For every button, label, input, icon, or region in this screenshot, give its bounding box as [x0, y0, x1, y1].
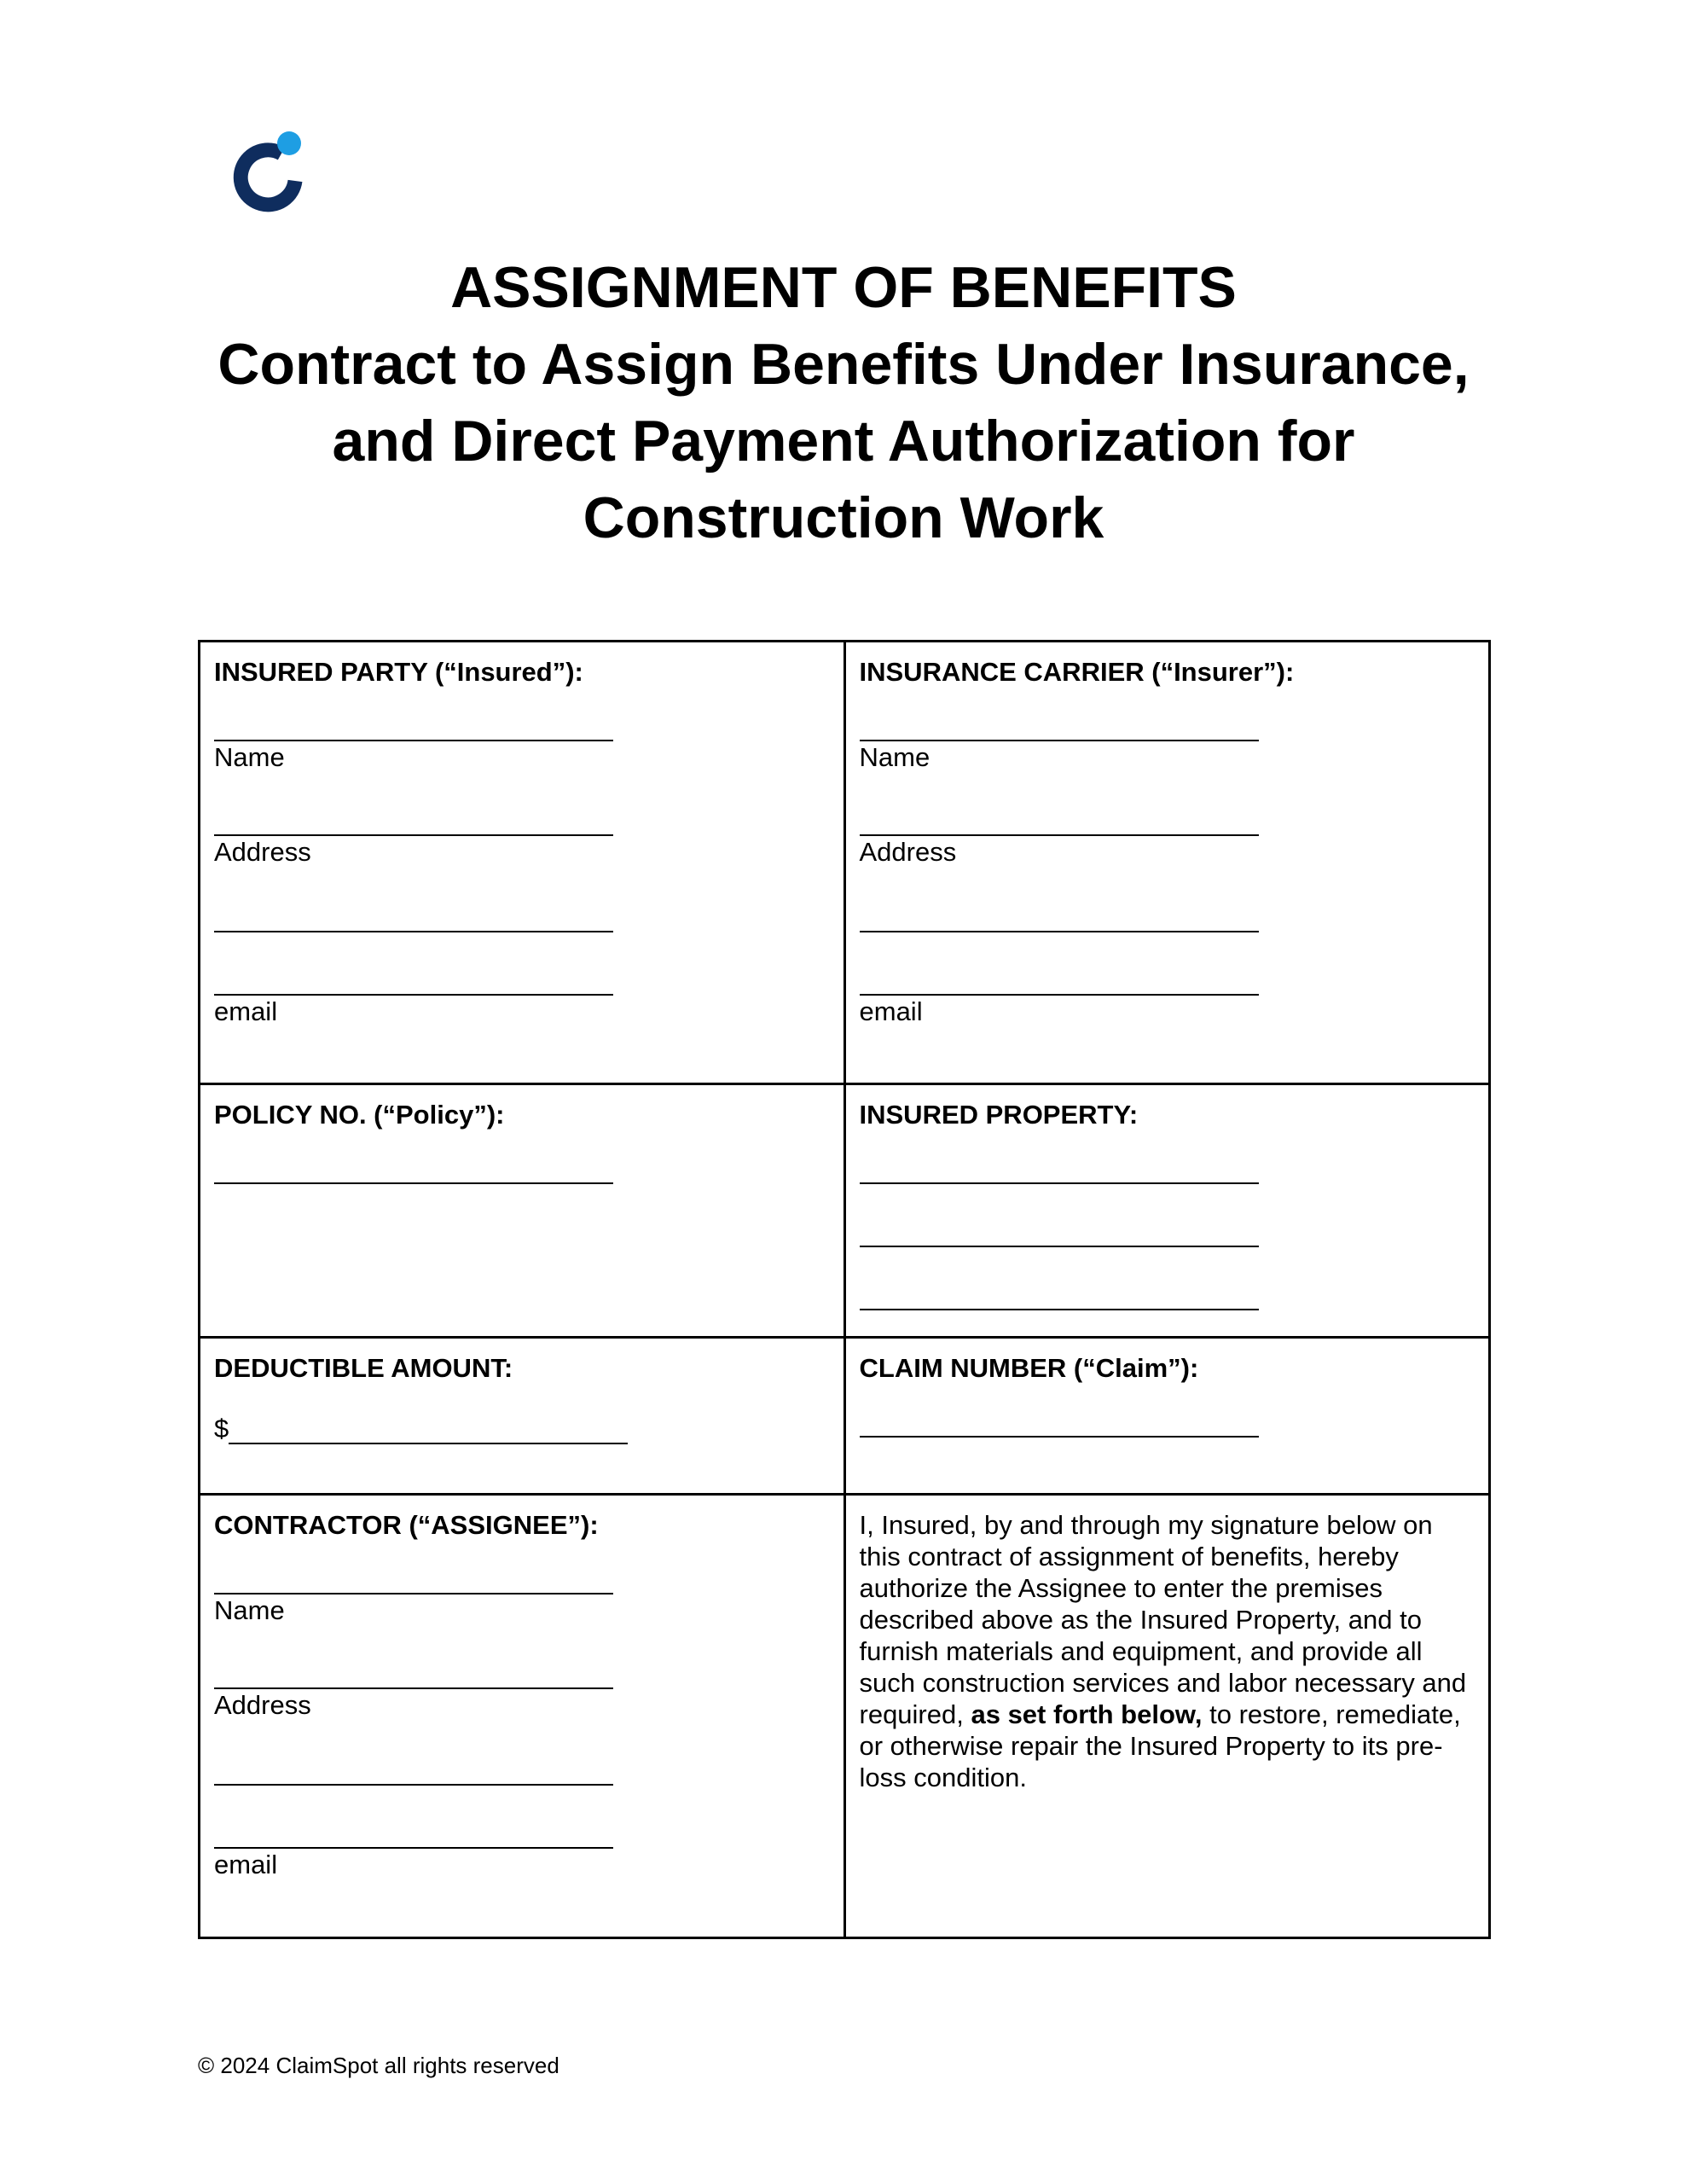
property-line-3[interactable] — [860, 1309, 1259, 1310]
contractor-address-line-2[interactable] — [214, 1784, 613, 1786]
deductible-field — [214, 1413, 830, 1444]
title-line-1: ASSIGNMENT OF BENEFITS — [450, 255, 1237, 320]
insured-property-label: INSURED PROPERTY: — [859, 1100, 1139, 1130]
policy-label: POLICY NO. (“Policy”): — [214, 1100, 505, 1130]
authorization-bold-text: as set forth below, — [971, 1699, 1203, 1729]
insured-address-line-2[interactable] — [214, 931, 613, 932]
contractor-name-caption: Name — [214, 1595, 285, 1625]
claim-number-label: CLAIM NUMBER (“Claim”): — [859, 1353, 1199, 1383]
deductible-cell — [200, 1338, 845, 1495]
contractor-email-caption: email — [214, 1850, 278, 1879]
carrier-name-caption: Name — [859, 742, 930, 772]
authorization-text-before: I, Insured, by and through my signature below on this contract of assignment of benefits, hereby authorize the Assignee to enter the premises described above as the Insured Property, and to furnish materials and equipment, and provide all such construction services and labor necessary and required, — [859, 1510, 1467, 1729]
carrier-email-caption: email — [859, 996, 923, 1026]
insured-property-cell — [844, 1084, 1490, 1338]
assignment-form-table — [198, 640, 1491, 1939]
deductible-amount-line[interactable] — [229, 1443, 628, 1444]
claim-number-line[interactable] — [860, 1436, 1259, 1438]
claim-number-cell — [844, 1338, 1490, 1495]
property-line-1[interactable] — [860, 1182, 1259, 1184]
currency-symbol: $ — [214, 1414, 229, 1443]
insured-party-cell — [200, 642, 845, 1084]
title-line-2: Contract to Assign Benefits Under Insurance, — [217, 332, 1470, 397]
authorization-text-after: to restore, remediate, or otherwise repair the Insured Property to its pre-loss condition. — [859, 1699, 1461, 1792]
title-line-4: Construction Work — [583, 485, 1104, 550]
contractor-label: CONTRACTOR (“ASSIGNEE”): — [214, 1510, 599, 1540]
insured-address-caption: Address — [214, 837, 311, 867]
carrier-address-caption: Address — [859, 837, 957, 867]
insured-party-label: INSURED PARTY (“Insured”): — [214, 657, 583, 687]
document-title — [0, 249, 1687, 556]
carrier-address-line-2[interactable] — [860, 931, 1259, 932]
policy-cell — [200, 1084, 845, 1338]
insurance-carrier-cell — [844, 642, 1490, 1084]
insured-email-caption: email — [214, 996, 278, 1026]
authorization-cell — [844, 1495, 1490, 1938]
contractor-cell — [200, 1495, 845, 1938]
contractor-address-caption: Address — [214, 1690, 311, 1720]
insured-name-caption: Name — [214, 742, 285, 772]
claimspot-logo-icon — [225, 128, 310, 213]
policy-number-line[interactable] — [214, 1182, 613, 1184]
authorization-paragraph — [860, 1509, 1475, 1793]
insurance-carrier-label: INSURANCE CARRIER (“Insurer”): — [859, 657, 1295, 687]
property-line-2[interactable] — [860, 1246, 1259, 1247]
deductible-label: DEDUCTIBLE AMOUNT: — [214, 1353, 513, 1383]
copyright-footer: © 2024 ClaimSpot all rights reserved — [198, 2053, 559, 2078]
title-line-3: and Direct Payment Authorization for — [332, 409, 1355, 473]
